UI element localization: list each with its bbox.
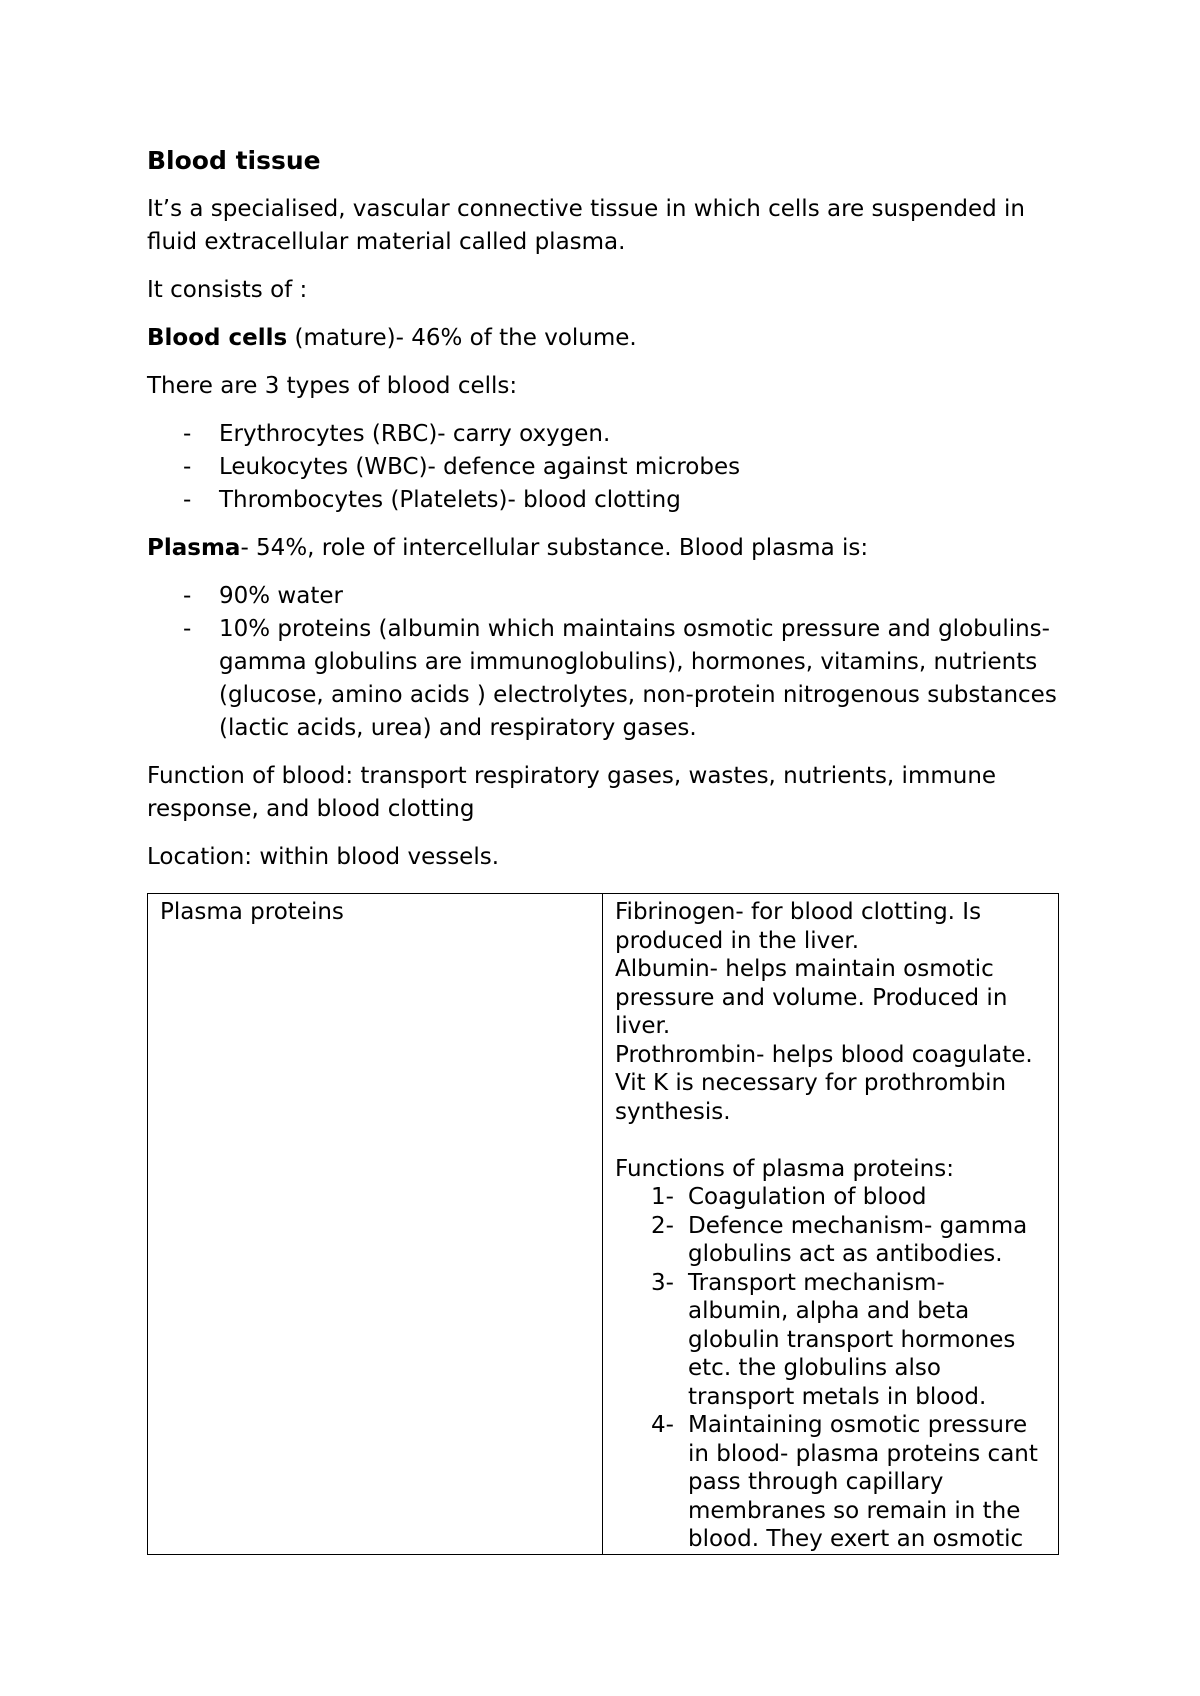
bullet-dash: - [183, 421, 192, 447]
location-paragraph: Location: within blood vessels. [147, 844, 500, 870]
plasma-items-list [147, 580, 1057, 745]
plasma-label: Plasma [147, 535, 241, 561]
document-page [147, 143, 1057, 1555]
blood-cells-line [147, 322, 1057, 355]
blood-cells-text: (mature)- 46% of the volume. [287, 325, 637, 351]
protein-albumin: Albumin- helps maintain osmotic pressure and volume. Produced in liver. [615, 956, 1008, 1039]
bullet-dash: - [183, 616, 192, 642]
list-item: 4- Maintaining osmotic pressure in blood- plasma proteins cant pass through capillary membranes so remain in the blood. They exert an osmotic [651, 1412, 1038, 1552]
spacer [615, 1126, 1050, 1155]
bullet-dash: - [183, 583, 192, 609]
cell-types-list [147, 418, 1057, 517]
list-item: 1- Coagulation of blood [651, 1184, 927, 1210]
intro-paragraph: It’s a specialised, vascular connective tissue in which cells are suspended in fluid extracellular material called plasma. [147, 196, 1025, 255]
bullet-dash: - [183, 454, 192, 480]
table-cell-content [603, 894, 1059, 1555]
page-title: Blood tissue [147, 146, 321, 175]
list-item: 2- Defence mechanism- gamma globulins act as antibodies. [651, 1212, 1028, 1267]
plasma-line [147, 532, 1057, 565]
list-item: - Leukocytes (WBC)- defence against microbes [147, 451, 1057, 484]
functions-heading: Functions of plasma proteins: [615, 1155, 954, 1182]
item-number: 2- [651, 1212, 674, 1239]
plasma-text: - 54%, role of intercellular substance. Blood plasma is: [240, 535, 869, 561]
list-item: - Thrombocytes (Platelets)- blood clotting [147, 484, 1057, 517]
protein-prothrombin: Prothrombin- helps blood coagulate. Vit K is necessary for prothrombin synthesis. [615, 1041, 1033, 1125]
functions-list [615, 1183, 1050, 1554]
types-intro-line: There are 3 types of blood cells: [147, 373, 518, 399]
function-paragraph: Function of blood: transport respiratory gases, wastes, nutrients, immune response, and blood clotting [147, 763, 997, 822]
bullet-dash: - [183, 487, 192, 513]
list-item: - 90% water [147, 580, 1057, 613]
blood-cells-label: Blood cells [147, 325, 288, 351]
table-row [148, 894, 1059, 1555]
item-number: 3- [651, 1269, 674, 1296]
item-number: 4- [651, 1412, 674, 1438]
plasma-proteins-table [147, 893, 1059, 1555]
item-number: 1- [651, 1184, 674, 1210]
list-item: 3- Transport mechanism- albumin, alpha and beta globulin transport hormones etc. the globulins also transport metals in blood. [651, 1269, 1016, 1410]
table-cell-label: Plasma proteins [148, 894, 603, 1555]
consists-of-line: It consists of : [147, 277, 308, 303]
protein-fibrinogen: Fibrinogen- for blood clotting. Is produced in the liver. [615, 899, 982, 954]
list-item: - Erythrocytes (RBC)- carry oxygen. [147, 418, 1057, 451]
list-item: - 10% proteins (albumin which maintains osmotic pressure and globulins- gamma globulins are immunoglobulins), hormones, vitamins, nutrients (glucose, amino acids ) electrolytes, non-protein nitrogenous substances (lactic acids, urea) and respiratory gases. [147, 613, 1057, 745]
